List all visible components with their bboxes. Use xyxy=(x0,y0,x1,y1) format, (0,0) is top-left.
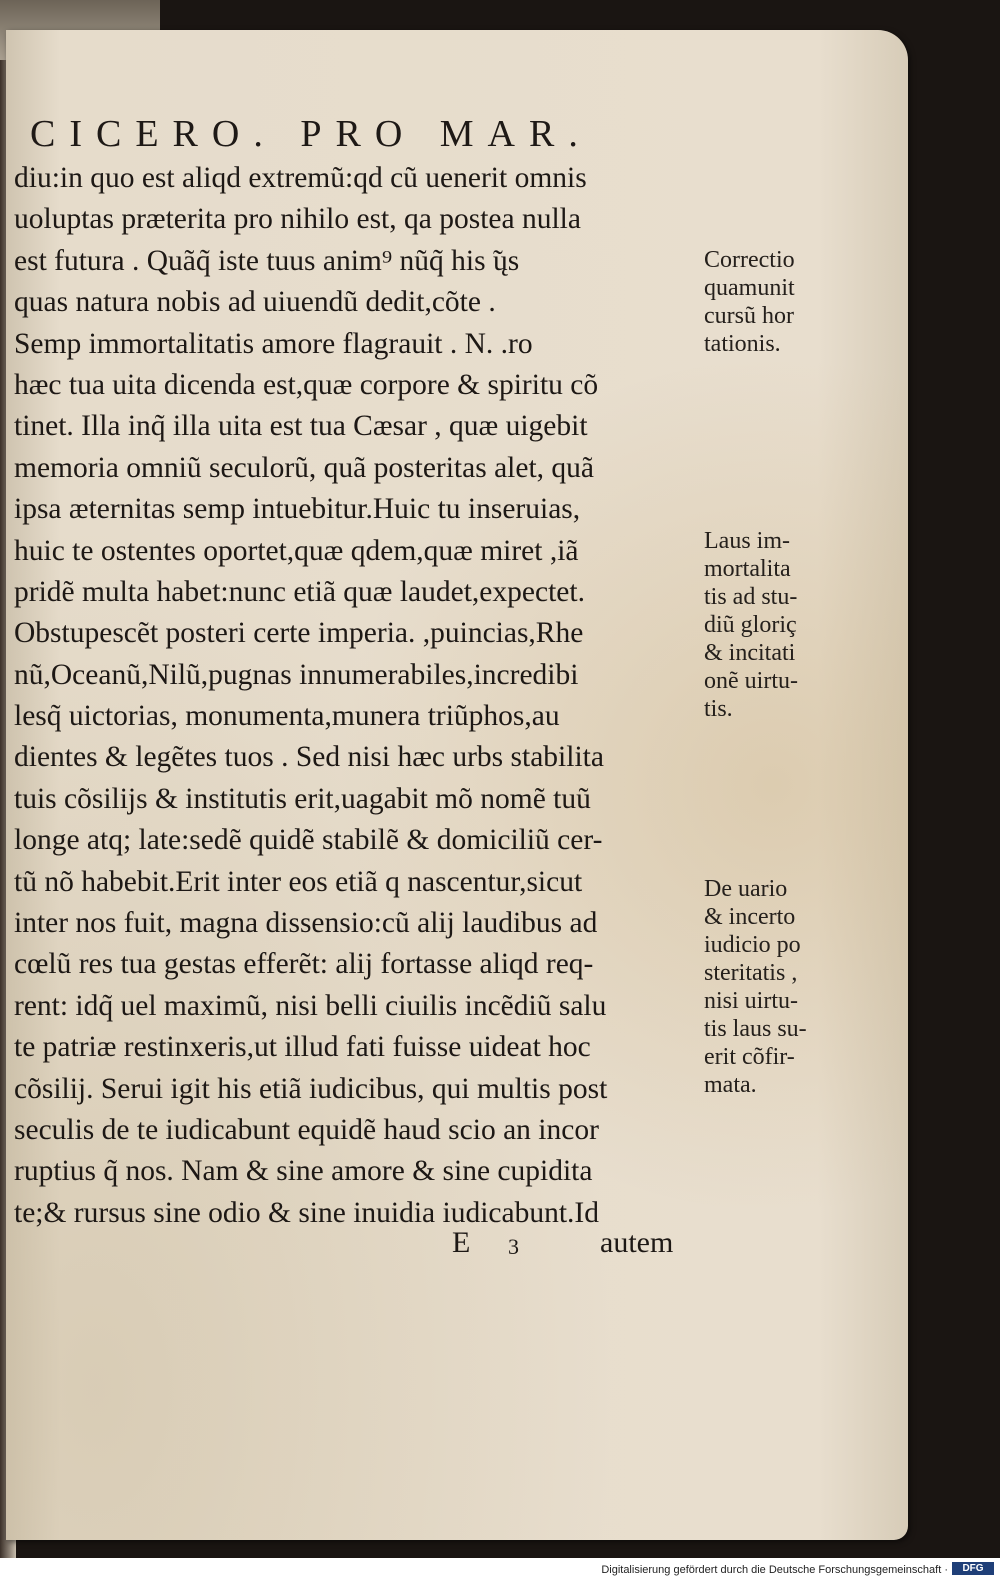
text-line: Semp immortalitatis amore flagrauit . N. .ro xyxy=(14,327,533,360)
marginal-line: De uario xyxy=(704,876,788,902)
marginal-line: onẽ uirtu- xyxy=(704,668,798,694)
text-line: hæc tua uita dicenda est,quæ corpore & spiritu cõ xyxy=(14,368,599,401)
text-line: cœlũ res tua gestas efferẽt: alij fortasse aliqd req- xyxy=(14,948,594,981)
marginal-line: mata. xyxy=(704,1072,757,1098)
text-line: te;& rursus sine odio & sine inuidia iudicabunt.Id xyxy=(14,1196,600,1229)
marginal-line: mortalita xyxy=(704,556,791,582)
text-line: dientes & legẽtes tuos . Sed nisi hæc urbs stabilita xyxy=(14,741,604,774)
catchword: autem xyxy=(600,1226,674,1259)
marginal-note-laus xyxy=(704,527,864,723)
marginal-line: Correctio xyxy=(704,247,795,273)
text-line: tuis cõsilijs & institutis erit,uagabit mõ nomẽ tuũ xyxy=(14,782,591,815)
text-line: tinet. Illa inq̃ illa uita est tua Cæsar , quæ uigebit xyxy=(14,410,588,443)
text-line: memoria omniũ seculorũ, quã posteritas alet, quã xyxy=(14,451,595,484)
text-line: diu:in quo est aliqd extremũ:qd cũ uenerit omnis xyxy=(14,162,587,194)
marginal-line: & incitati xyxy=(704,640,796,666)
marginal-line: cursũ hor xyxy=(704,303,794,329)
marginal-line: Laus im- xyxy=(704,528,790,554)
running-head: CICERO. PRO MAR. xyxy=(30,113,592,155)
text-line: est futura . Quãq̃ iste tuus anim⁹ nũq̃ his ̃ųs xyxy=(14,244,520,277)
body-text xyxy=(14,158,704,1234)
funding-credit: Digitalisierung gefördert durch die Deutsche Forschungsgemeinschaft · xyxy=(601,1564,948,1576)
text-line: huic te ostentes oportet,quæ qdem,quæ miret ,iã xyxy=(14,534,579,567)
text-line: uoluptas præterita pro nihilo est, qa postea nulla xyxy=(14,203,581,236)
marginal-line: diũ gloriç xyxy=(704,612,797,638)
text-line: Obstupescẽt posteri certe imperia. ,puincias,Rhe xyxy=(14,617,584,650)
text-line: te patriæ restinxeris,ut illud fati fuisse uideat hoc xyxy=(14,1031,591,1064)
marginal-line: steritatis , xyxy=(704,960,798,986)
text-line: longe atq; late:sedẽ quidẽ stabilẽ & domiciliũ cer- xyxy=(14,824,603,857)
text-line: inter nos fuit, magna dissensio:cũ alij laudibus ad xyxy=(14,907,598,940)
text-line: tũ nõ habebit.Erit inter eos etiã q nascentur,sicut xyxy=(14,865,583,898)
dfg-logo: DFG xyxy=(952,1562,994,1575)
text-line: quas natura nobis ad uiuendũ dedit,cõte . xyxy=(14,286,496,319)
marginal-line: tis ad stu- xyxy=(704,584,798,610)
marginal-line: tationis. xyxy=(704,331,781,357)
text-line: rent: idq̃ uel maximũ, nisi belli ciuilis incẽdiũ salu xyxy=(14,989,607,1022)
text-line: nũ,Oceanũ,Nilũ,pugnas innumerabiles,incredibi xyxy=(14,658,579,691)
text-line: seculis de te iudicabunt equidẽ haud scio an incor xyxy=(14,1113,599,1146)
marginal-line: tis. xyxy=(704,696,733,722)
marginal-line: & incerto xyxy=(704,904,796,930)
text-line: ruptius q̃ nos. Nam & sine amore & sine cupidita xyxy=(14,1155,593,1188)
text-line: ipsa æternitas semp intuebitur.Huic tu inseruias, xyxy=(14,493,581,526)
footer-bar xyxy=(0,1558,1000,1578)
marginal-note-de-uario xyxy=(704,875,864,1099)
marginal-line: iudicio po xyxy=(704,932,801,958)
text-line: pridẽ multa habet:nunc etiã quæ laudet,expectet. xyxy=(14,575,585,608)
marginal-note-correctio xyxy=(704,246,864,358)
text-line: cõsilij. Serui igit his etiã iudicibus, qui multis post xyxy=(14,1072,608,1105)
marginal-line: nisi uirtu- xyxy=(704,988,798,1014)
marginal-line: erit cõfir- xyxy=(704,1044,795,1070)
text-line: lesq̃ uictorias, monumenta,munera triũphos,au xyxy=(14,700,560,733)
signature-number: 3 xyxy=(508,1234,519,1259)
marginal-line: tis laus su- xyxy=(704,1016,807,1042)
marginal-line: quamunit xyxy=(704,275,795,301)
signature-mark: E xyxy=(452,1226,471,1259)
